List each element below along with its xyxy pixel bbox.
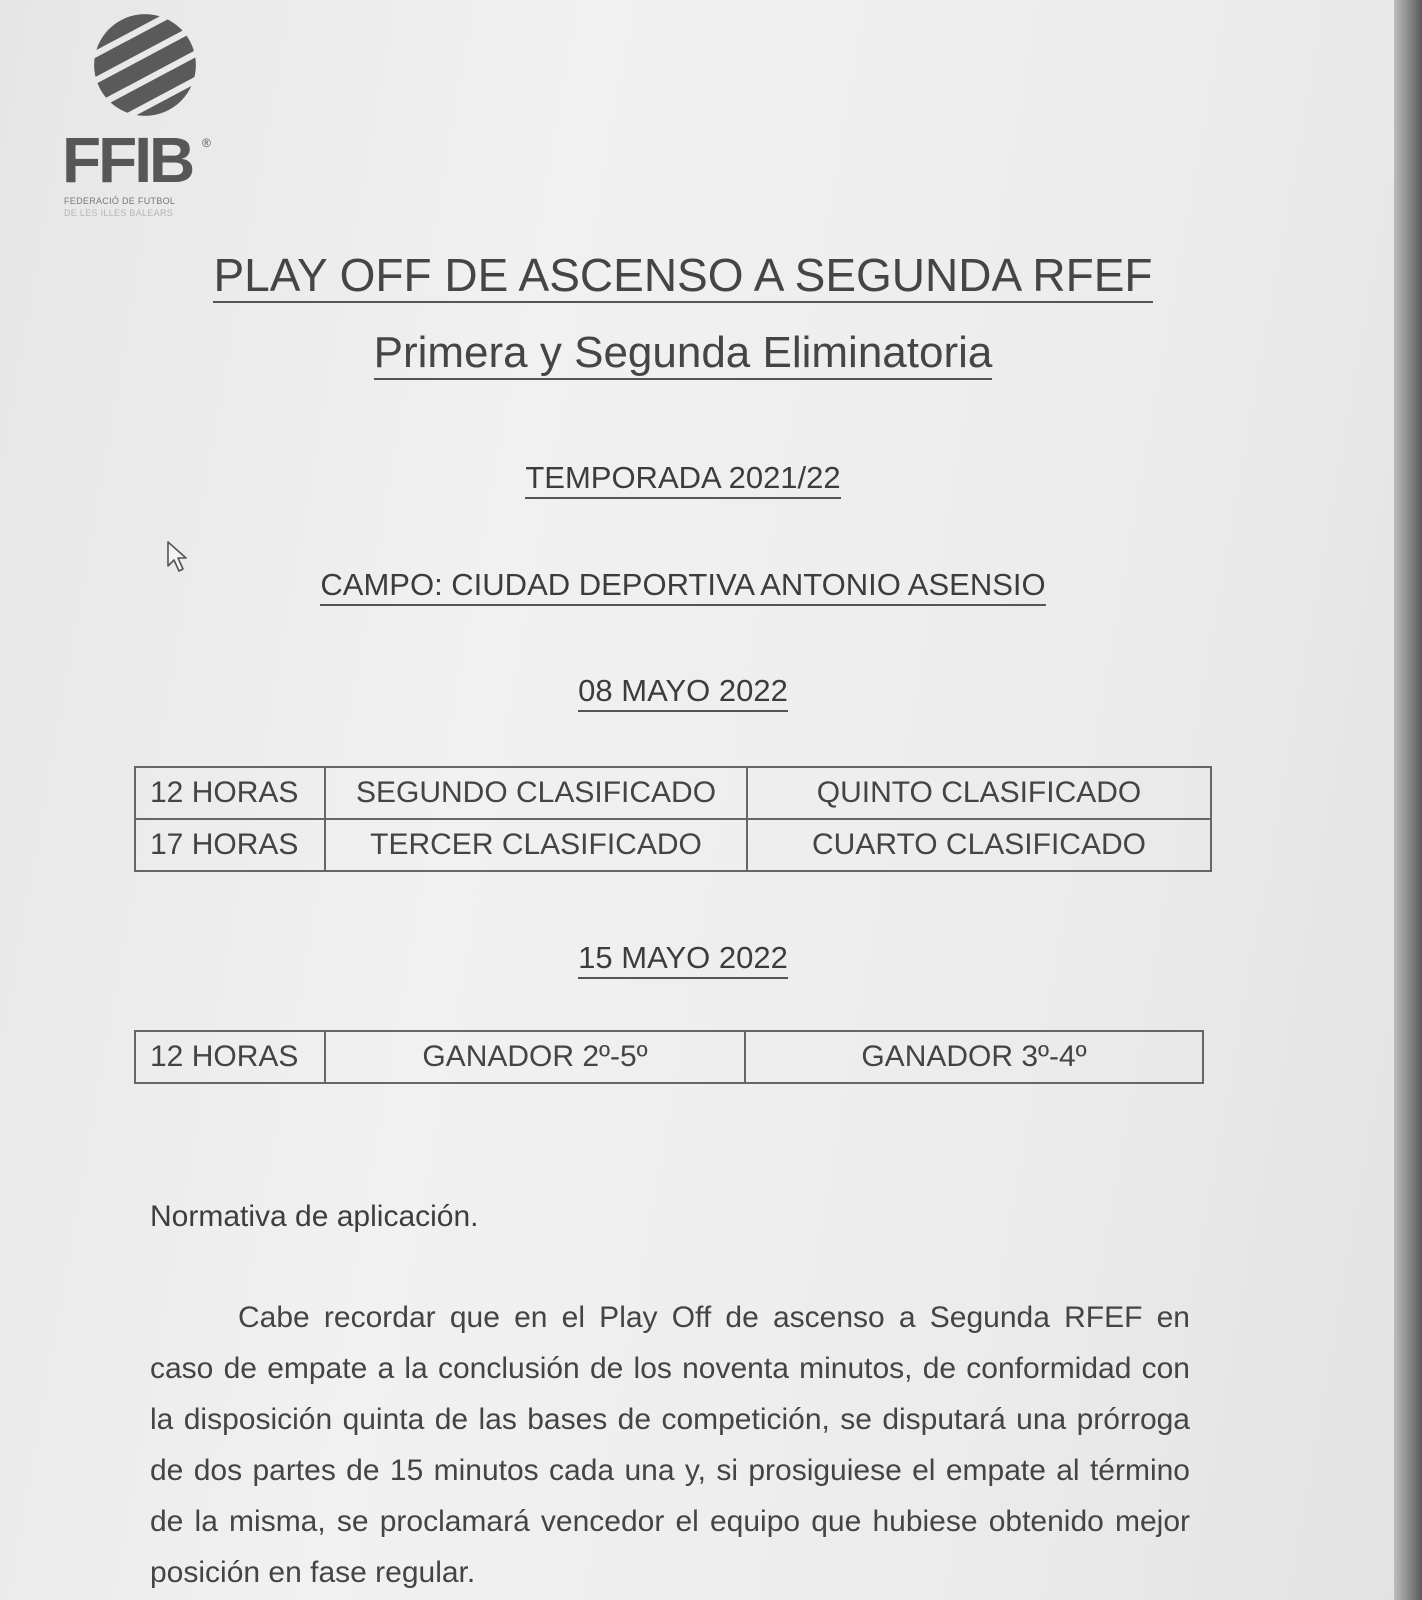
round-1-date-row [0, 673, 1366, 712]
match-time: 12 HORAS [135, 767, 325, 819]
table-row [135, 819, 1211, 871]
registered-mark: ® [202, 136, 211, 150]
season-row [0, 460, 1366, 499]
logo-wordmark: FFIB [62, 124, 193, 196]
match-time: 12 HORAS [135, 1031, 325, 1083]
season-label: TEMPORADA 2021/22 [525, 462, 840, 499]
document-title-row [0, 248, 1366, 303]
table-row [135, 767, 1211, 819]
monitor-bezel [1394, 0, 1422, 1600]
match-time: 17 HORAS [135, 819, 325, 871]
venue-row [0, 567, 1366, 606]
match-home-team: SEGUNDO CLASIFICADO [325, 767, 747, 819]
match-home-team: GANADOR 2º-5º [325, 1031, 745, 1083]
regulation-heading: Normativa de aplicación. [150, 1200, 479, 1233]
document-title: PLAY OFF DE ASCENSO A SEGUNDA RFEF [213, 251, 1152, 303]
regulation-paragraph: Cabe recordar que en el Play Off de ascenso a Segunda RFEF en caso de empate a la conclusión de los noventa minutos, de conformidad con la disposición quinta de las bases de competición, se disputará una prórroga de dos partes de 15 minutos cada una y, si prosiguiese el empate al término de la misma, se proclamará vencedor el equipo que hubiese obtenido mejor posición en fase regular. [150, 1301, 1190, 1589]
match-away-team: CUARTO CLASIFICADO [747, 819, 1211, 871]
round-2-fixtures-table [134, 1030, 1204, 1084]
logo-subtitle-2: DE LES ILLES BALEARS [64, 208, 174, 218]
match-away-team: QUINTO CLASIFICADO [747, 767, 1211, 819]
table-row [135, 1031, 1203, 1083]
round-2-date: 15 MAYO 2022 [578, 942, 788, 979]
round-1-date: 08 MAYO 2022 [578, 675, 788, 712]
round-2-date-row [0, 940, 1366, 979]
football-ball-icon [92, 12, 198, 118]
round-1-fixtures-table [134, 766, 1212, 872]
document-subtitle: Primera y Segunda Eliminatoria [374, 330, 993, 380]
venue-label: CAMPO: CIUDAD DEPORTIVA ANTONIO ASENSIO [320, 569, 1045, 606]
logo-subtitle: FEDERACIÓ DE FUTBOL [64, 196, 176, 206]
match-away-team: GANADOR 3º-4º [745, 1031, 1203, 1083]
match-home-team: TERCER CLASIFICADO [325, 819, 747, 871]
document-subtitle-row [0, 328, 1366, 380]
